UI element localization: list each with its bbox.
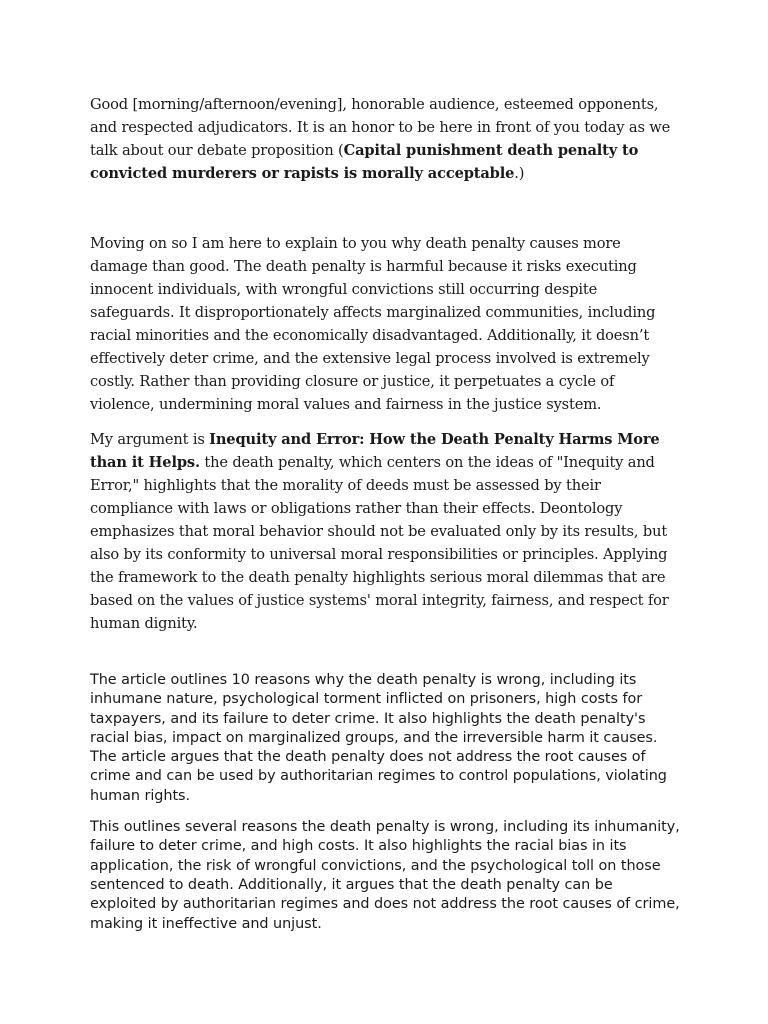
intro-text: Good [morning/afternoon/evening], honorable audience, esteemed opponents, and respected adjudicators. It is an honor to be here in front of you today as we talk about our debate proposition ( [90, 96, 671, 159]
intro-closing: .) [514, 165, 525, 182]
article-summary-paragraph: The article outlines 10 reasons why the death penalty is wrong, including its inhumane nature, psychological torment inflicted on prisoners, high costs for taxpayers, and its failure to deter crime. It also highlights the death penalty's racial bias, impact on marginalized groups, and the irreversible harm it causes. The article argues that the death penalty does not address the root causes of crime and can be used by authoritarian regimes to control populations, violating human rights. [90, 672, 667, 804]
intro-paragraph [90, 93, 682, 185]
document-page [90, 93, 682, 934]
argument-text: the death penalty, which centers on the ideas of "Inequity and Error," highlights that the morality of deeds must be assessed by their compliance with laws or obligations rather than their effects. Deontology emphasizes that moral behavior should not be evaluated only by its results, but also by its conformity to universal moral responsibilities or principles. Applying the framework to the death penalty highlights serious moral dilemmas that are based on the values of justice systems' moral integrity, fairness, and respect for human dignity. [90, 454, 669, 632]
argument-paragraph [90, 428, 682, 635]
argument-lead: My argument is [90, 431, 210, 448]
harm-paragraph: Moving on so I am here to explain to you why death penalty causes more damage than good. The death penalty is harmful because it risks executing innocent individuals, with wrongful convictions still occurring despite safeguards. It disproportionately affects marginalized communities, including racial minorities and the economically disadvantaged. Additionally, it doesn’t effectively deter crime, and the extensive legal process involved is extremely costly. Rather than providing closure or justice, it perpetuates a cycle of violence, undermining moral values and fairness in the justice system. [90, 235, 656, 413]
proposition-bold: Capital punishment death penalty to convicted murderers or rapists is morally acceptable [90, 142, 639, 182]
argument-title-bold: Inequity and Error: How the Death Penalty Harms More than it Helps. [90, 431, 660, 471]
outline-summary-paragraph: This outlines several reasons the death penalty is wrong, including its inhumanity, failure to deter crime, and high costs. It also highlights the racial bias in its application, the risk of wrongful convictions, and the psychological toll on those sentenced to death. Additionally, it argues that the death penalty can be exploited by authoritarian regimes and does not address the root causes of crime, making it ineffective and unjust. [90, 819, 680, 932]
